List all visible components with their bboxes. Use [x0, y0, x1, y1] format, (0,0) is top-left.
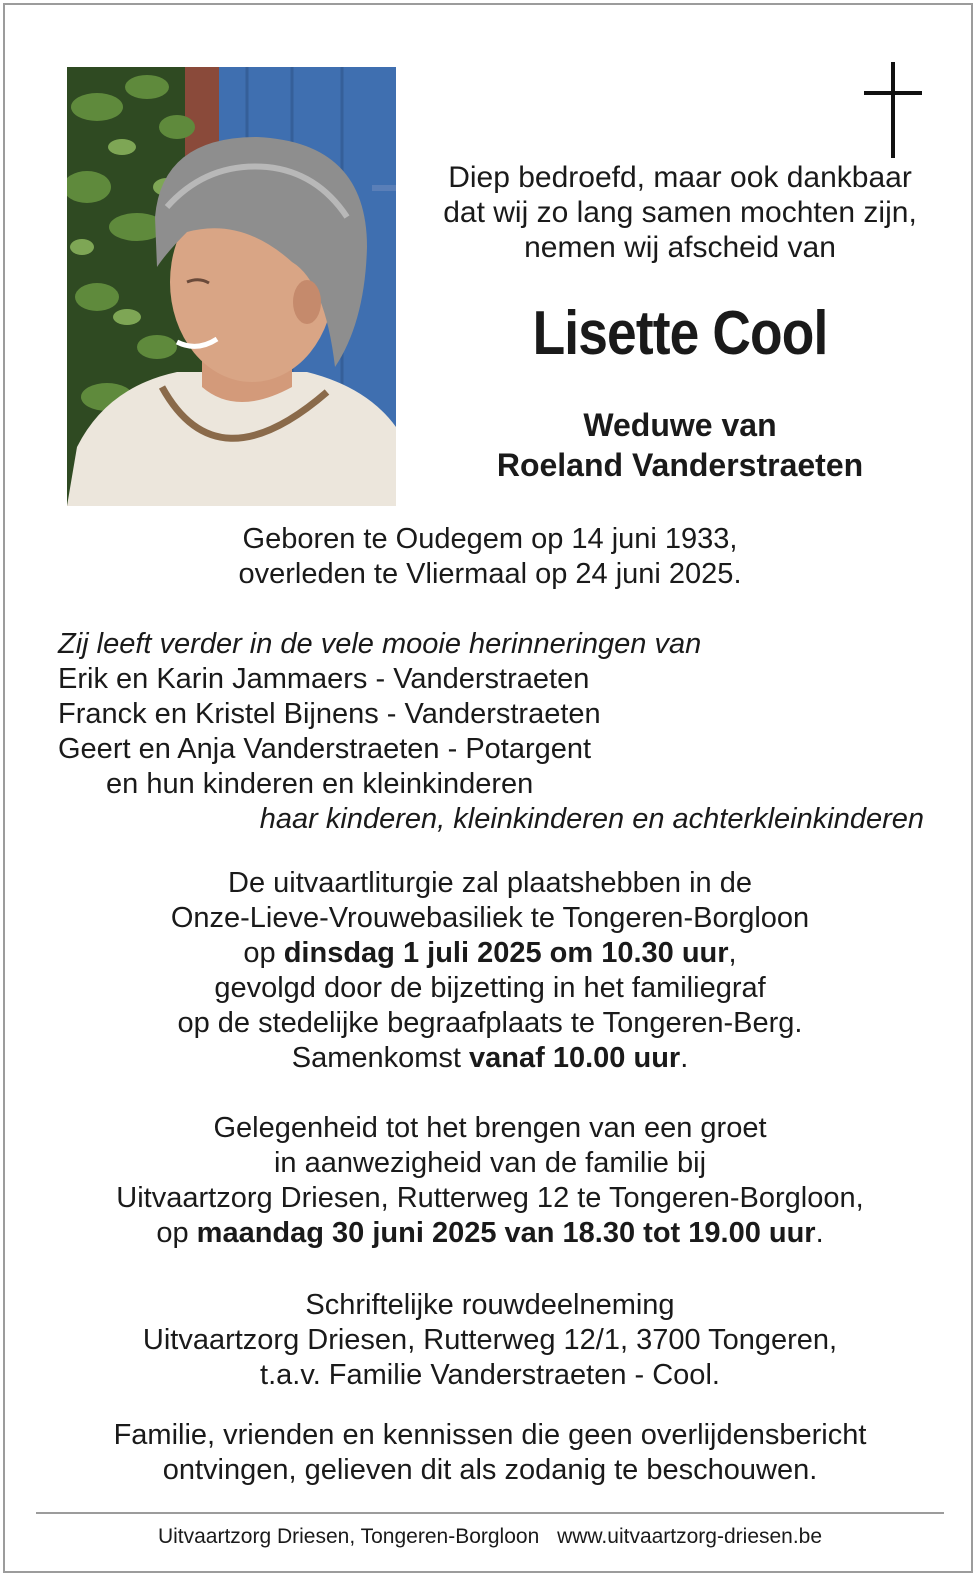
gathering-time: vanaf 10.00 uur	[469, 1042, 681, 1074]
visitation-info	[0, 1111, 980, 1251]
notice-text	[0, 1418, 980, 1488]
footer	[0, 1524, 980, 1550]
funeral-line: gevolgd door de bijzetting in het familiegraf	[214, 972, 766, 1004]
birth-death-info	[0, 522, 980, 592]
born-line: Geboren te Oudegem op 14 juni 1933,	[242, 523, 738, 555]
gathering-line: Samenkomst vanaf 10.00 uur.	[291, 1042, 689, 1074]
visitation-date-line: op maandag 30 juni 2025 van 18.30 tot 19.00 uur.	[156, 1217, 824, 1249]
family-member: Erik en Karin Jammaers - Vanderstraeten	[58, 663, 590, 695]
intro-line: nemen wij afscheid van	[524, 231, 836, 264]
intro-line: dat wij zo lang samen mochten zijn,	[443, 196, 917, 229]
condolence-line: Uitvaartzorg Driesen, Rutterweg 12/1, 3700 Tongeren,	[142, 1324, 838, 1356]
visitation-line: in aanwezigheid van de familie bij	[273, 1147, 707, 1179]
footer-divider	[36, 1512, 944, 1514]
widow-line: Weduwe van	[583, 407, 777, 443]
family-list	[58, 627, 938, 837]
family-heading: Zij leeft verder in de vele mooie herinneringen van	[58, 628, 702, 660]
funeral-line: De uitvaartliturgie zal plaatshebben in de	[228, 867, 752, 899]
condolence-info	[0, 1288, 980, 1393]
intro-text	[420, 160, 940, 265]
visitation-line: Gelegenheid tot het brengen van een groet	[213, 1112, 767, 1144]
portrait-photo	[67, 67, 396, 506]
family-member: Franck en Kristel Bijnens - Vanderstraeten	[58, 698, 601, 730]
funeral-line: op de stedelijke begraafplaats te Tongeren-Berg.	[177, 1007, 803, 1039]
footer-company: Uitvaartzorg Driesen, Tongeren-Borgloon	[157, 1525, 540, 1548]
visitation-date: maandag 30 juni 2025 van 18.30 tot 19.00 uur	[196, 1217, 816, 1249]
widow-of	[420, 405, 940, 485]
widow-line: Roeland Vanderstraeten	[496, 447, 864, 483]
died-line: overleden te Vliermaal op 24 juni 2025.	[238, 558, 742, 590]
visitation-line: Uitvaartzorg Driesen, Rutterweg 12 te Tongeren-Borgloon,	[116, 1182, 864, 1214]
notice-line: ontvingen, gelieven dit als zodanig te beschouwen.	[162, 1454, 818, 1486]
funeral-date: dinsdag 1 juli 2025 om 10.30 uur	[283, 937, 729, 969]
funeral-info	[0, 866, 980, 1076]
condolence-line: t.a.v. Familie Vanderstraeten - Cool.	[260, 1359, 720, 1391]
funeral-line: Onze-Lieve-Vrouwebasiliek te Tongeren-Borgloon	[170, 902, 810, 934]
latin-cross-icon	[864, 62, 922, 158]
intro-line: Diep bedroefd, maar ook dankbaar	[448, 161, 912, 194]
deceased-name: Lisette Cool	[532, 299, 828, 368]
family-sub: en hun kinderen en kleinkinderen	[106, 768, 534, 800]
family-summary: haar kinderen, kleinkinderen en achterkleinkinderen	[259, 803, 924, 835]
footer-website-link[interactable]: www.uitvaartzorg-driesen.be	[557, 1525, 823, 1548]
notice-line: Familie, vrienden en kennissen die geen overlijdensbericht	[113, 1419, 867, 1451]
condolence-line: Schriftelijke rouwdeelneming	[305, 1289, 675, 1321]
family-member: Geert en Anja Vanderstraeten - Potargent	[58, 733, 592, 765]
funeral-date-line: op dinsdag 1 juli 2025 om 10.30 uur,	[243, 937, 737, 969]
